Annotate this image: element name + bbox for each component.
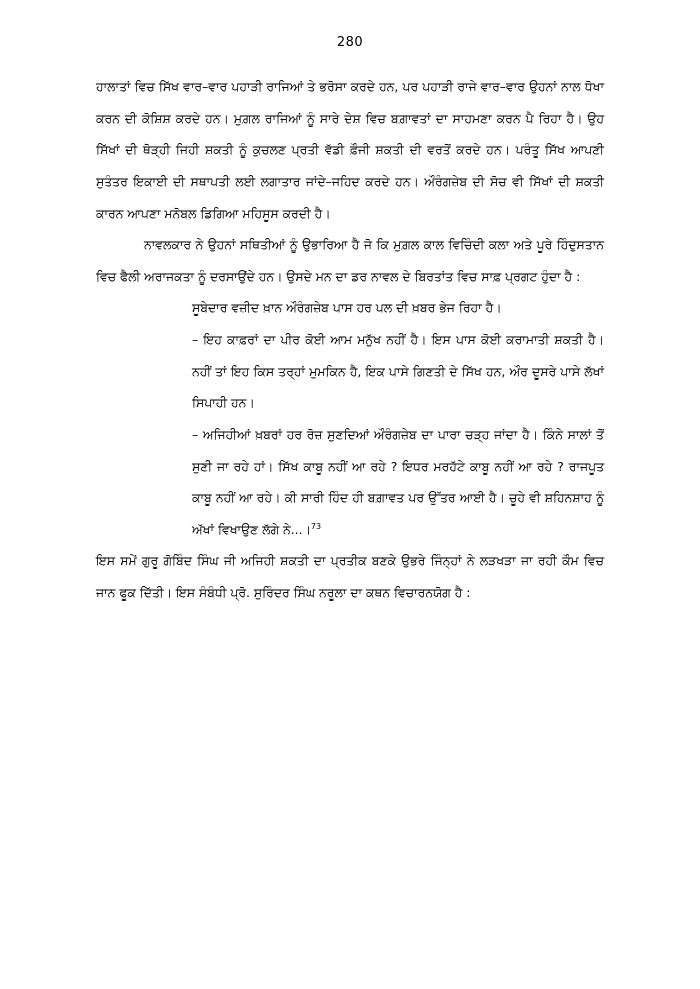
document-body (96, 71, 604, 609)
quote-line-2: – ਇਹ ਕਾਫ਼ਰਾਂ ਦਾ ਪੀਰ ਕੋਈ ਆਮ ਮਨੁੱਖ ਨਹੀਂ ਹੈ। ਇਸ ਪਾਸ ਕੋਈ ਕਰਾਮਾਤੀ ਸ਼ਕਤੀ ਹੈ। ਨਹੀਂ ਤਾਂ ਇਹ ਕਿਸ ਤਰ੍ਹਾਂ ਮੁਮਕਿਨ ਹੈ, ਇਕ ਪਾਸੇ ਗਿਣਤੀ ਦੇ ਸਿੱਖ ਹਨ, ਔਰ ਦੂਸਰੇ ਪਾਸੇ ਲੱਖਾਂ ਸਿਪਾਹੀ ਹਨ। (192, 332, 604, 411)
quote-line-3 (192, 419, 604, 546)
quote-line-1: ਸੂਬੇਦਾਰ ਵਜ਼ੀਦ ਖ਼ਾਨ ਔਰੰਗਜ਼ੇਬ ਪਾਸ ਹਰ ਪਲ ਦੀ ਖ਼ਬਰ ਭੇਜ ਰਿਹਾ ਹੈ। (192, 300, 502, 316)
quote-line-3-text: – ਅਜਿਹੀਆਂ ਖ਼ਬਰਾਂ ਹਰ ਰੋਜ਼ ਸੁਣਦਿਆਂ ਔਰੰਗਜ਼ੇਬ ਦਾ ਪਾਰਾ ਚੜ੍ਹ ਜਾਂਦਾ ਹੈ। ਕਿੰਨੇ ਸਾਲਾਂ ਤੋਂ ਸੁਣੀ ਜਾ ਰਹੇ ਹਾਂ। ਸਿੱਖ ਕਾਬੂ ਨਹੀਂ ਆ ਰਹੇ ? ਇਧਰ ਮਰਹੱਟੇ ਕਾਬੂ ਨਹੀਂ ਆ ਰਹੇ ? ਰਾਜਪੂਤ ਕਾਬੂ ਨਹੀਂ ਆ ਰਹੇ। ਕੀ ਸਾਰੀ ਹਿੰਦ ਹੀ ਬਗ਼ਾਵਤ ਪਰ ਉੱਤਰ ਆਈ ਹੈ। ਚੂਹੇ ਵੀ ਸ਼ਹਿਨਸ਼ਾਹ ਨੂੰ ਅੱਖਾਂ ਵਿਖਾਉਣ ਲੱਗੇ ਨੇ...। (192, 426, 604, 537)
paragraph-2: ਨਾਵਲਕਾਰ ਨੇ ਉਹਨਾਂ ਸਥਿਤੀਆਂ ਨੂੰ ਉਭਾਰਿਆ ਹੈ ਜੋ ਕਿ ਮੁਗ਼ਲ ਕਾਲ ਵਿਚਿੰਦੀ ਕਲਾ ਅਤੇ ਪੂਰੇ ਹਿੰਦੁਸਤਾਨ ਵਿਚ ਫੈਲੀ ਅਰਾਜਕਤਾ ਨੂੰ ਦਰਸਾਉਂਦੇ ਹਨ। ਉਸਦੇ ਮਨ ਦਾ ਡਰ ਨਾਵਲ ਦੇ ਬਿਰਤਾਂਤ ਵਿਚ ਸਾਫ਼ ਪ੍ਰਗਟ ਹੁੰਦਾ ਹੈ : (96, 237, 604, 284)
footnote-marker: 73 (310, 521, 322, 531)
paragraph-1: ਹਾਲਾਤਾਂ ਵਿਚ ਸਿੱਖ ਵਾਰ–ਵਾਰ ਪਹਾੜੀ ਰਾਜਿਆਂ ਤੇ ਭਰੋਸਾ ਕਰਦੇ ਹਨ, ਪਰ ਪਹਾੜੀ ਰਾਜੇ ਵਾਰ–ਵਾਰ ਉਹਨਾਂ ਨਾਲ ਧੋਖਾ ਕਰਨ ਦੀ ਕੋਸ਼ਿਸ਼ ਕਰਦੇ ਹਨ। ਮੁਗ਼ਲ ਰਾਜਿਆਂ ਨੂੰ ਸਾਰੇ ਦੇਸ਼ ਵਿਚ ਬਗ਼ਾਵਤਾਂ ਦਾ ਸਾਹਮਣਾ ਕਰਨ ਪੈ ਰਿਹਾ ਹੈ। ਉਹ ਸਿੱਖਾਂ ਦੀ ਥੋੜ੍ਹੀ ਜਿਹੀ ਸ਼ਕਤੀ ਨੂੰ ਕੁਚਲਣ ਪ੍ਰਤੀ ਵੱਡੀ ਫ਼ੌਜੀ ਸ਼ਕਤੀ ਦੀ ਵਰਤੋਂ ਕਰਦੇ ਹਨ। ਪਰੰਤੂ ਸਿੱਖ ਆਪਣੀ ਸੁਤੰਤਰ ਇਕਾਈ ਦੀ ਸਥਾਪਤੀ ਲਈ ਲਗਾਤਾਰ ਜਾਂਦੇ–ਜਹਿਦ ਕਰਦੇ ਹਨ। ਔਰੰਗਜ਼ੇਬ ਦੀ ਸੋਚ ਵੀ ਸਿੱਖਾਂ ਦੀ ਸ਼ਕਤੀ ਕਾਰਨ ਆਪਣਾ ਮਨੋਬਲ ਡਿਗਿਆ ਮਹਿਸੂਸ ਕਰਦੀ ਹੈ। (96, 79, 604, 221)
block-quote (192, 292, 604, 545)
page-number: 280 (336, 35, 364, 50)
paragraph-3: ਇਸ ਸਮੇਂ ਗੁਰੂ ਗੋਬਿੰਦ ਸਿੰਘ ਜੀ ਅਜਿਹੀ ਸ਼ਕਤੀ ਦਾ ਪ੍ਰਤੀਕ ਬਣਕੇ ਉਭਰੇ ਜਿੰਨ੍ਹਾਂ ਨੇ ਲੜਖੜਾ ਜਾ ਰਹੀ ਕੌਮ ਵਿਚ ਜਾਨ ਫੂਕ ਦਿੱਤੀ। ਇਸ ਸੰਬੰਧੀ ਪ੍ਰੋ. ਸੁਰਿੰਦਰ ਸਿੰਘ ਨਰੂਲਾ ਦਾ ਕਥਨ ਵਿਚਾਰਨਯੋਗ ਹੈ : (96, 553, 604, 600)
